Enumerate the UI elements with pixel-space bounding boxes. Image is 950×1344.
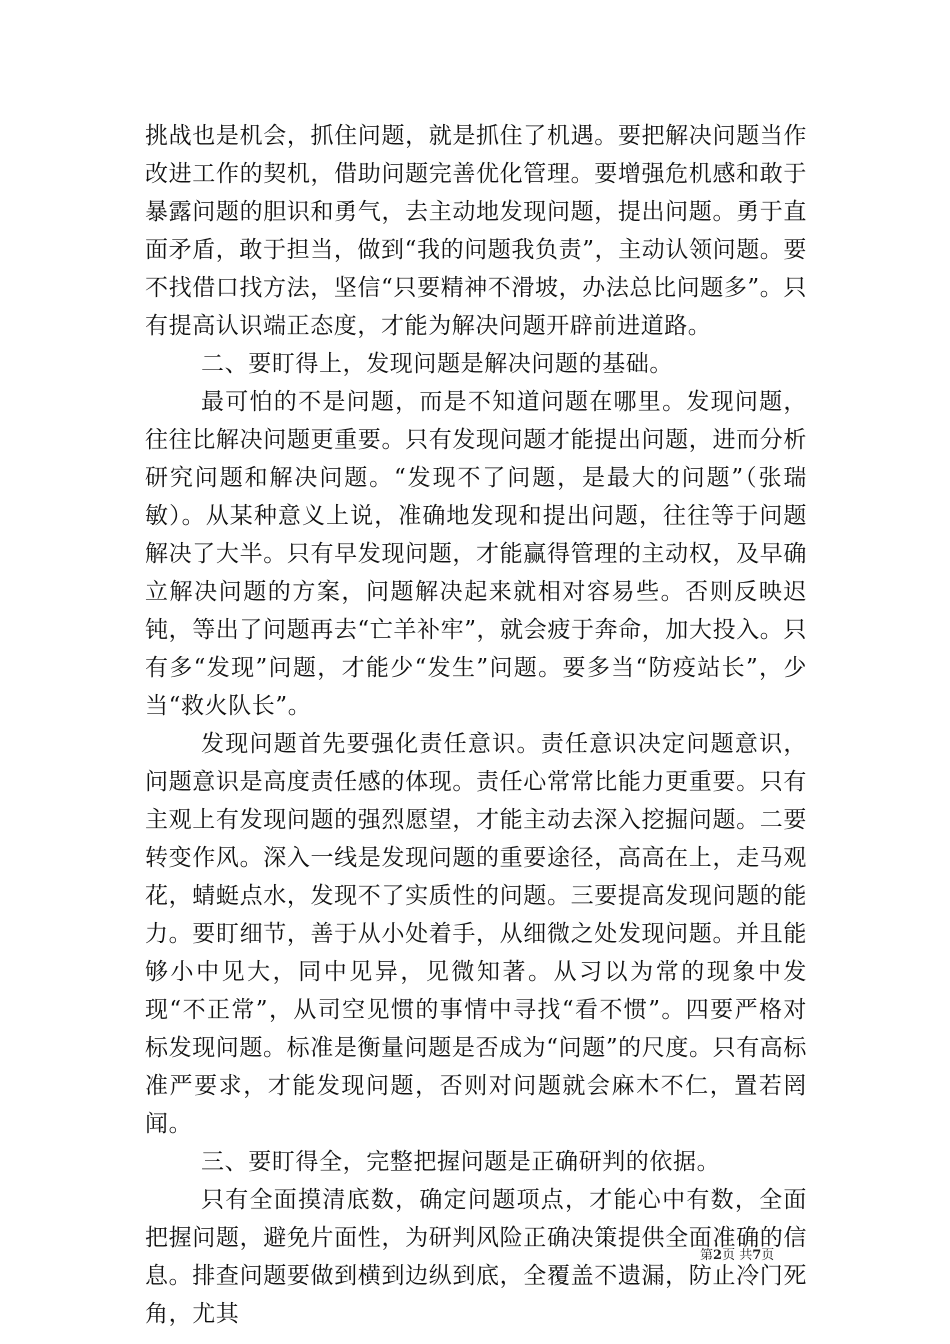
footer-total-pages: 7 bbox=[752, 1248, 762, 1263]
page-footer bbox=[700, 1248, 810, 1264]
footer-prefix: 第 bbox=[700, 1248, 714, 1263]
paragraph: 最可怕的不是问题，而是不知道问题在哪里。发现问题，往往比解决问题更重要。只有发现问题才能提出问题，进而分析研究问题和解决问题。“发现不了问题，是最大的问题”（张瑞敏）。从某种意义上说，准确地发现和提出问题，往往等于问题解决了大半。只有早发现问题，才能赢得管理的主动权，及早确立解决问题的方案，问题解决起来就相对容易些。否则反映迟钝，等出了问题再去“亡羊补牢”，就会疲于奔命，加大投入。只有多“发现”问题，才能少“发生”问题。要多当“防疫站长”，少当“救火队长”。 bbox=[145, 389, 807, 719]
footer-middle: 页 共 bbox=[722, 1248, 753, 1263]
footer-current-page: 2 bbox=[713, 1248, 723, 1263]
paragraph: 只有全面摸清底数，确定问题项点，才能心中有数，全面把握问题，避免片面性，为研判风险正确决策提供全面准确的信息。排查问题要做到横到边纵到底，全覆盖不遗漏，防止冷门死角，尤其 bbox=[145, 1187, 807, 1327]
paragraph-continuation: 挑战也是机会，抓住问题，就是抓住了机遇。要把解决问题当作改进工作的契机，借助问题完善优化管理。要增强危机感和敢于暴露问题的胆识和勇气，去主动地发现问题，提出问题。勇于直面矛盾，敢于担当，做到“我的问题我负责”，主动认领问题。要不找借口找方法，坚信“只要精神不滑坡，办法总比问题多”。只有提高认识端正态度，才能为解决问题开辟前进道路。 bbox=[145, 123, 807, 339]
section-heading-3: 三、要盯得全，完整把握问题是正确研判的依据。 bbox=[201, 1149, 721, 1175]
paragraph: 发现问题首先要强化责任意识。责任意识决定问题意识，问题意识是高度责任感的体现。责任心常常比能力更重要。只有主观上有发现问题的强烈愿望，才能主动去深入挖掘问题。二要转变作风。深入一线是发现问题的重要途径，高高在上，走马观花，蜻蜓点水，发现不了实质性的问题。三要提高发现问题的能力。要盯细节，善于从小处着手，从细微之处发现问题。并且能够小中见大，同中见异，见微知著。从习以为常的现象中发现“不正常”，从司空见惯的事情中寻找“看不惯”。四要严格对标发现问题。标准是衡量问题是否成为“问题”的尺度。只有高标准严要求，才能发现问题，否则对问题就会麻木不仁，置若罔闻。 bbox=[145, 731, 807, 1137]
document-body bbox=[145, 117, 807, 1333]
section-heading-2: 二、要盯得上，发现问题是解决问题的基础。 bbox=[201, 351, 673, 377]
footer-suffix: 页 bbox=[761, 1248, 775, 1263]
